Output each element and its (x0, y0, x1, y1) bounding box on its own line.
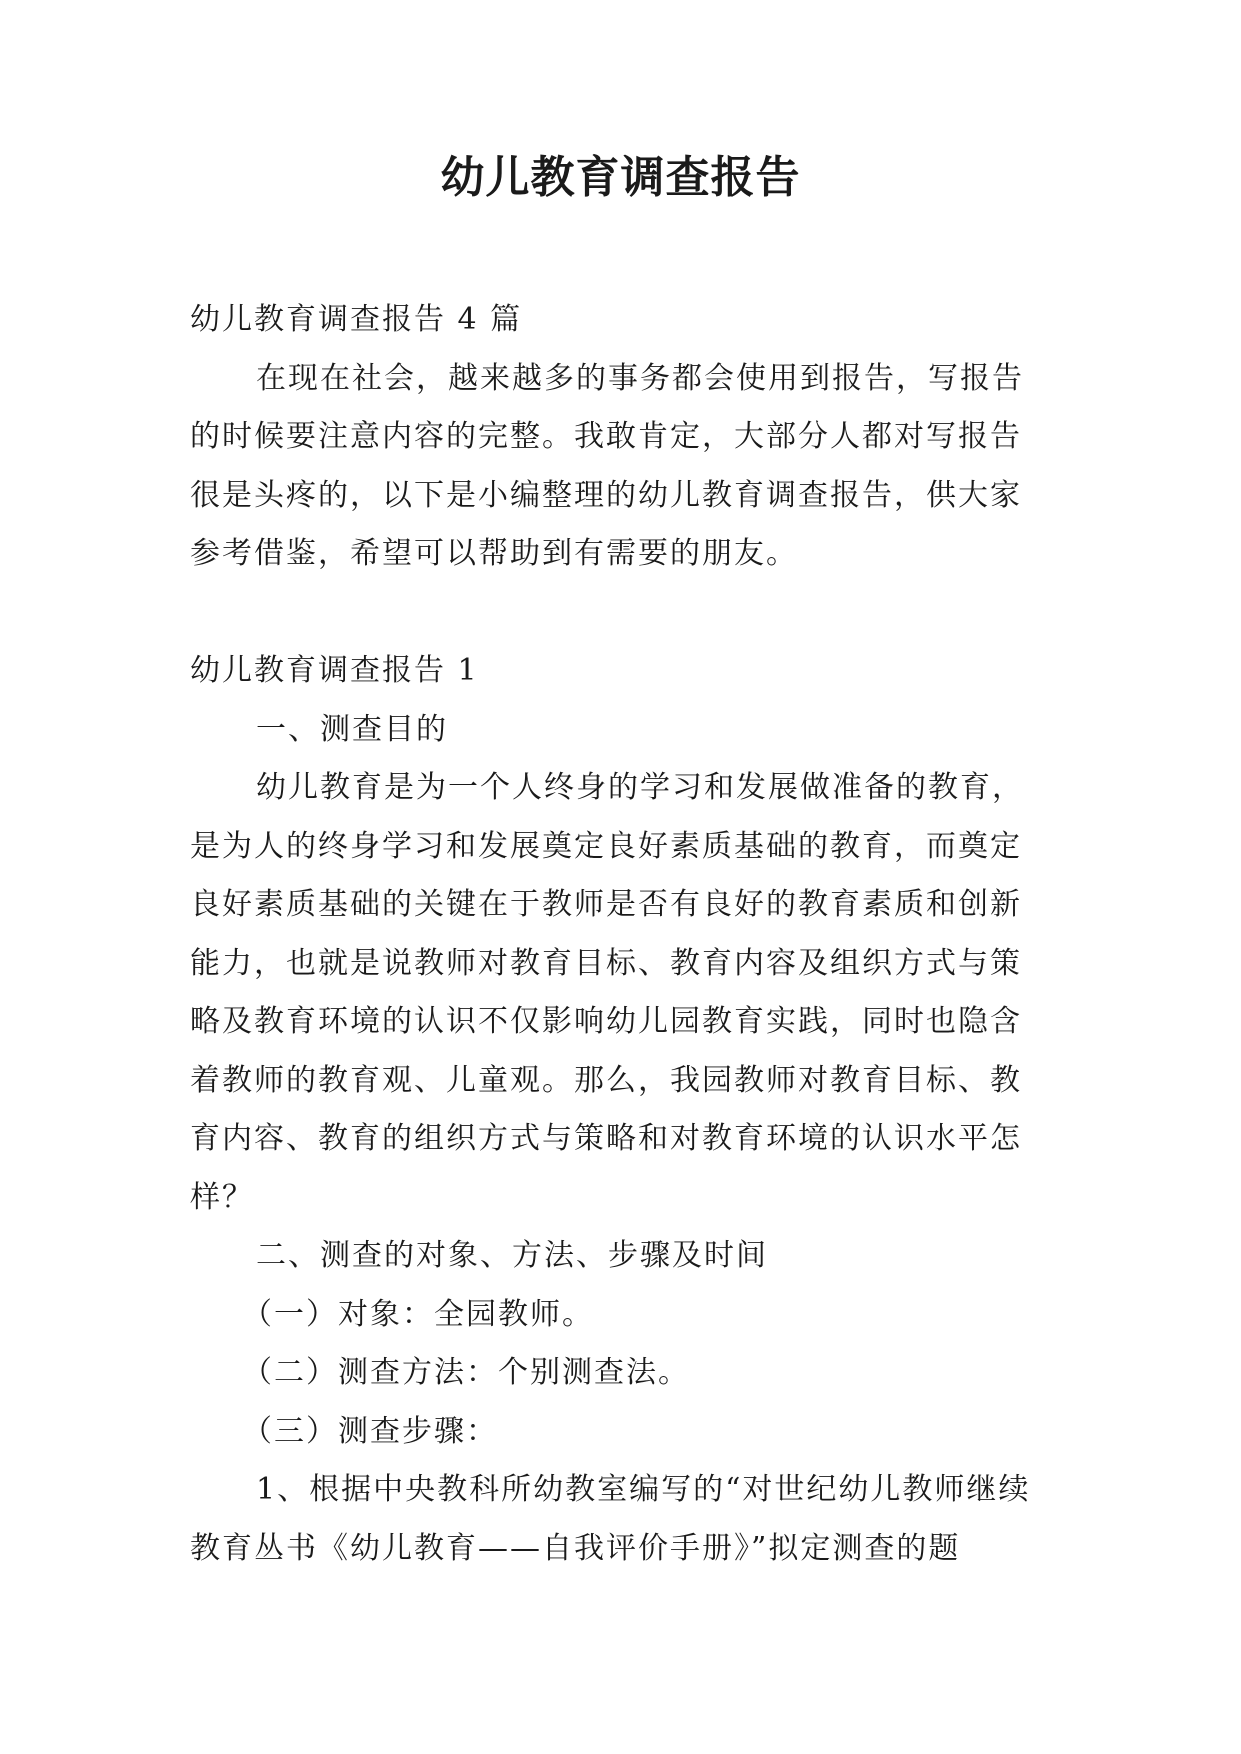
part1-line: 新能力，也就是说教师对教育目标、教育内容及组织方式与 (190, 887, 1022, 981)
part1-line: 怎样？ (190, 1121, 1022, 1215)
part2-heading: 二、测查的对象、方法、步骤及时间 (256, 1238, 768, 1273)
part1-line: 含着教师的教育观、儿童观。那么，我园教师对教育目标、 (190, 1004, 1022, 1098)
part1-line: 教育内容、教育的组织方式与策略和对教育环境的认识水平 (190, 1062, 1022, 1156)
part1-line: 幼儿教育是为一个人终身的学习和发展做准备的教育， (256, 770, 1024, 805)
step1-line: 1、根据中央教科所幼教室编写的“对世纪幼儿教师继 (256, 1472, 999, 1507)
document-subtitle: 幼儿教育调查报告 4 篇 (190, 302, 523, 337)
step1-paragraph (190, 1461, 1052, 1578)
intro-line: 很是头疼的，以下是小编整理的幼儿教育调查报告，供大家 (190, 477, 1022, 513)
paragraph-gap (190, 584, 1052, 643)
intro-paragraph (190, 350, 1052, 584)
part1-line: 是为人的终身学习和发展奠定良好素质基础的教育，而奠定 (190, 828, 1022, 864)
part2-item: （三）测查步骤： (242, 1413, 498, 1449)
part1-heading: 一、测查目的 (256, 711, 448, 747)
intro-line: 参考借鉴，希望可以帮助到有需要的朋友。 (190, 536, 798, 571)
intro-line: 的时候要注意内容的完整。我敢肯定，大部分人都对写报告 (190, 419, 1022, 454)
document-title: 幼儿教育调查报告 (440, 152, 801, 203)
part1-line: 良好素质基础的关键在于教师是否有良好的教育素质和创 (190, 887, 990, 922)
part2-item: （一）对象：全园教师。 (242, 1296, 594, 1332)
section-heading: 幼儿教育调查报告 1 (190, 653, 479, 688)
document-body (190, 291, 1052, 1578)
part2-item: （二）测查方法：个别测查法。 (242, 1355, 690, 1390)
intro-line: 在现在社会，越来越多的事务都会使用到报告，写报告 (256, 360, 1024, 396)
step1-line: 续教育丛书《幼儿教育——自我评价手册》”拟定测查的题 (190, 1472, 1031, 1566)
part1-line: 策略及教育环境的认识不仅影响幼儿园教育实践，同时也隐 (190, 945, 1022, 1039)
part1-paragraph (190, 759, 1052, 1227)
